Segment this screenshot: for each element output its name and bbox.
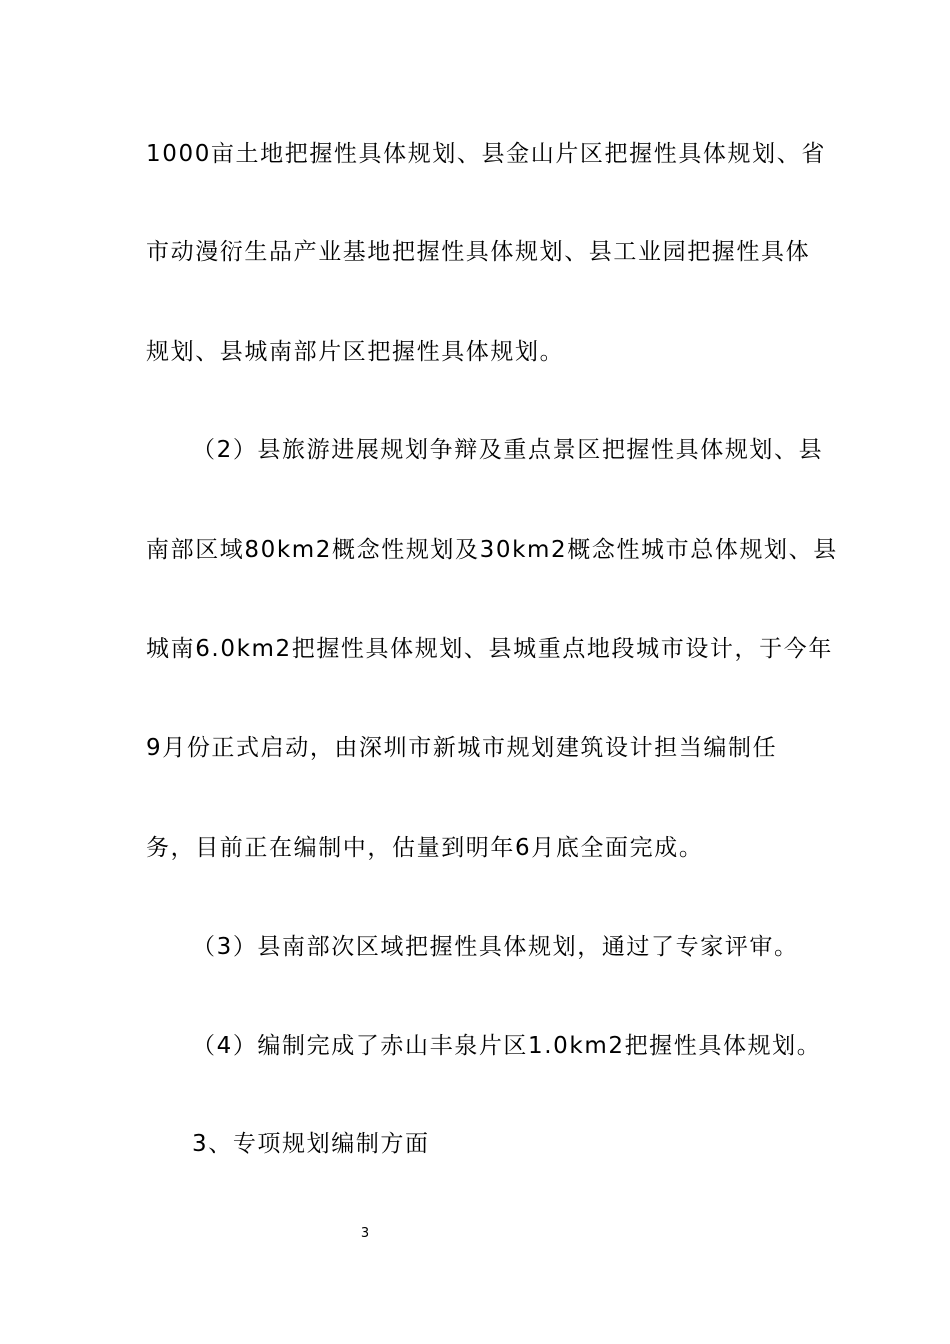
paragraph-line: 市动漫衍生品产业基地把握性具体规划、县工业园把握性具体 <box>146 239 811 265</box>
paragraph-line: 9月份正式启动，由深圳市新城市规划建筑设计担当编制任 <box>146 735 778 761</box>
paragraph-line: 规划、县城南部片区把握性具体规划。 <box>146 339 565 365</box>
paragraph-line: 务，目前正在编制中，估量到明年6月底全面完成。 <box>146 835 704 861</box>
paragraph-line: （2）县旅游进展规划争辩及重点景区把握性具体规划、县 <box>192 437 824 463</box>
paragraph-line: 城南6.0km2把握性具体规划、县城重点地段城市设计，于今年 <box>146 636 833 662</box>
paragraph-line: 南部区域80km2概念性规划及30km2概念性城市总体规划、县 <box>146 537 838 563</box>
paragraph-line: （4）编制完成了赤山丰泉片区1.0km2把握性具体规划。 <box>192 1033 822 1059</box>
paragraph-line: （3）县南部次区域把握性具体规划，通过了专家评审。 <box>192 934 799 960</box>
page-number: 3 <box>360 1226 370 1241</box>
section-heading: 3、专项规划编制方面 <box>192 1131 430 1157</box>
paragraph-line: 1000亩土地把握性具体规划、县金山片区把握性具体规划、省 <box>146 141 826 167</box>
